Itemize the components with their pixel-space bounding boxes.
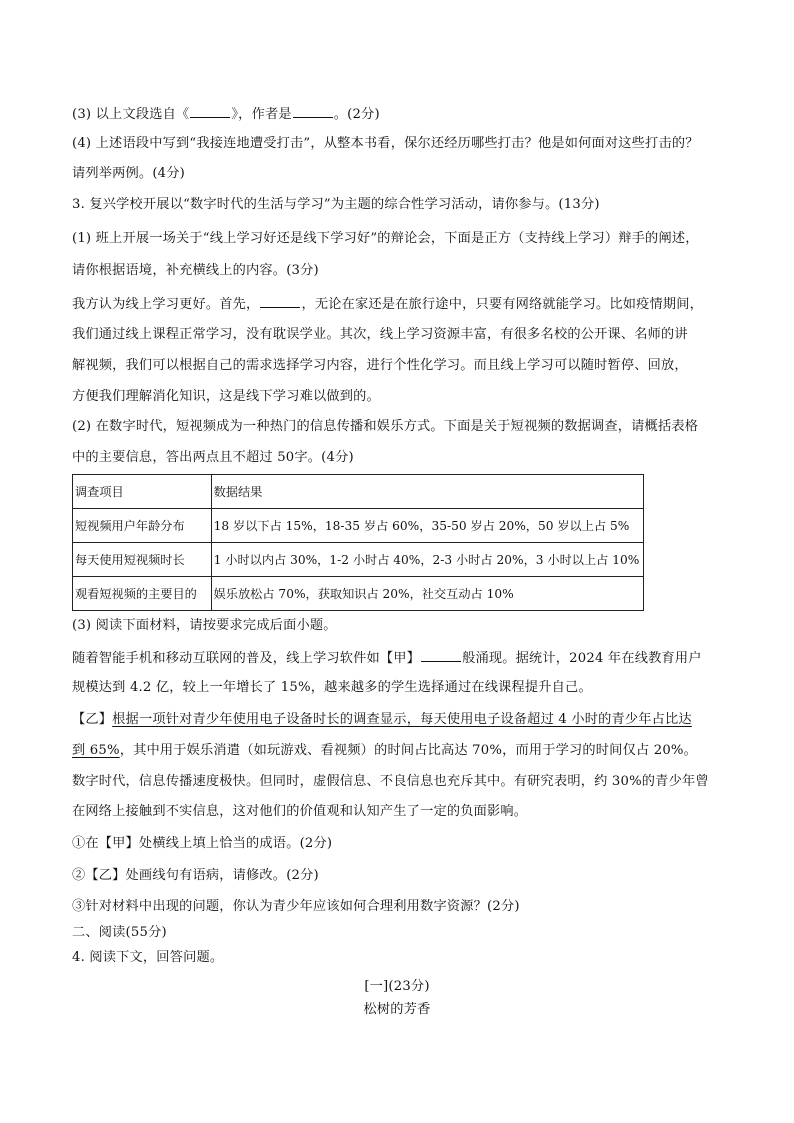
material-line-6: 在网络上接触到不实信息，这对他们的价值观和认知产生了一定的负面影响。 <box>72 804 528 819</box>
table-header-row <box>73 475 644 509</box>
table-cell-item: 观看短视频的主要目的 <box>73 577 212 611</box>
question-text: 。(2分) <box>333 107 380 122</box>
table-header-cell: 调查项目 <box>73 475 212 509</box>
section-marker: [一](23分) <box>364 979 430 994</box>
answer-blank-jia[interactable] <box>421 648 461 662</box>
underlined-sentence: 根据一项针对青少年使用电子设备时长的调查显示，每天使用电子设备超过 4 小时的青少年占比达 <box>112 712 692 727</box>
yi-marker: 【乙】 <box>72 712 113 727</box>
answer-blank-book[interactable] <box>190 104 230 118</box>
question-text: (3) 以上文段选自《 <box>72 107 190 122</box>
sub-question-2: ②【乙】处画线句有语病，请修改。(2分) <box>72 868 319 883</box>
question-3-3 <box>72 104 722 124</box>
table-header-cell: 数据结果 <box>211 475 643 509</box>
sub-question-3: ③针对材料中出现的问题，你认为青少年应该如何合理利用数字资源？(2分) <box>72 899 520 914</box>
table-row <box>73 509 644 543</box>
debate-line-1 <box>72 294 722 314</box>
question-3-1-line-1: (1) 班上开展一场关于“线上学习好还是线下学习好”的辩论会，下面是正方（支持线上学习）辩手的阐述， <box>72 231 699 246</box>
material-line-3 <box>72 711 722 729</box>
essay-title: 松树的芳香 <box>363 1002 431 1017</box>
question-3-1-line-2: 请你根据语境，补充横线上的内容。(3分) <box>72 263 319 278</box>
material-line-2: 规模达到 4.2 亿，较上一年增长了 15%，越来越多的学生选择通过在线课程提升自己。 <box>72 680 592 695</box>
material-line-5: 数字时代，信息传播速度极快。但同时，虚假信息、不良信息也充斥其中。有研究表明，约 30%的青少年曾 <box>72 774 709 789</box>
part-2-heading: 二、阅读(55分) <box>72 925 167 940</box>
underlined-sentence: 到 65% <box>72 743 120 758</box>
sub-question-1: ①在【甲】处横线上填上恰当的成语。(2分) <box>72 836 333 851</box>
table-cell-result: 18 岁以下占 15%，18-35 岁占 60%，35-50 岁占 20%，50 岁以上占 5% <box>211 509 643 543</box>
debate-text: 我方认为线上学习更好。首先， <box>72 297 260 312</box>
answer-blank-debate[interactable] <box>260 294 300 308</box>
section-4-title: 4. 阅读下文，回答问题。 <box>72 950 224 965</box>
question-4-line-2: 请列举两例。(4分) <box>72 166 185 181</box>
question-3-2-line-1: (2) 在数字时代，短视频成为一种热门的信息传播和娱乐方式。下面是关于短视频的数据调查，请概括表格 <box>72 419 699 434</box>
debate-line-3: 解视频，我们可以根据自己的需求选择学习内容，进行个性化学习。而且线上学习可以随时暂停、回放， <box>72 358 688 373</box>
debate-line-4: 方便我们理解消化知识，这是线下学习难以做到的。 <box>72 389 380 404</box>
material-text: 随着智能手机和移动互联网的普及，线上学习软件如【甲】 <box>72 651 421 666</box>
section-3-title: 3. 复兴学校开展以“数字时代的生活与学习”为主题的综合性学习活动，请你参与。(13分) <box>72 197 600 212</box>
survey-table <box>72 474 644 611</box>
table-row <box>73 543 644 577</box>
table-cell-item: 每天使用短视频时长 <box>73 543 212 577</box>
debate-text: ，无论在家还是在旅行途中，只要有网络就能学习。比如疫情期间， <box>301 297 704 312</box>
table-cell-result: 1 小时以内占 30%，1-2 小时占 40%，2-3 小时占 20%，3 小时以上占 10% <box>211 543 643 577</box>
material-line-4 <box>72 742 722 760</box>
debate-line-2: 我们通过线上课程正常学习，没有耽误学业。其次，线上学习资源丰富，有很多名校的公开课、名师的讲 <box>72 327 688 342</box>
question-4-line-1: (4) 上述语段中写到“我接连地遭受打击”，从整本书看，保尔还经历哪些打击？他是如何面对这些打击的？ <box>72 136 699 151</box>
material-line-1 <box>72 648 722 668</box>
table-row <box>73 577 644 611</box>
material-text: 般涌现。据统计，2024 年在线教育用户 <box>462 651 702 666</box>
question-3-3-intro: (3) 阅读下面材料，请按要求完成后面小题。 <box>72 618 337 633</box>
question-3-2-line-2: 中的主要信息，答出两点且不超过 50字。(4分) <box>72 450 354 465</box>
table-cell-item: 短视频用户年龄分布 <box>73 509 212 543</box>
answer-blank-author[interactable] <box>293 104 333 118</box>
question-text: 》，作者是 <box>231 107 292 122</box>
table-cell-result: 娱乐放松占 70%，获取知识占 20%，社交互动占 10% <box>211 577 643 611</box>
material-text: ，其中用于娱乐消遣（如玩游戏、看视频）的时间占比高达 70%，而用于学习的时间仅占 20%。 <box>119 743 698 758</box>
